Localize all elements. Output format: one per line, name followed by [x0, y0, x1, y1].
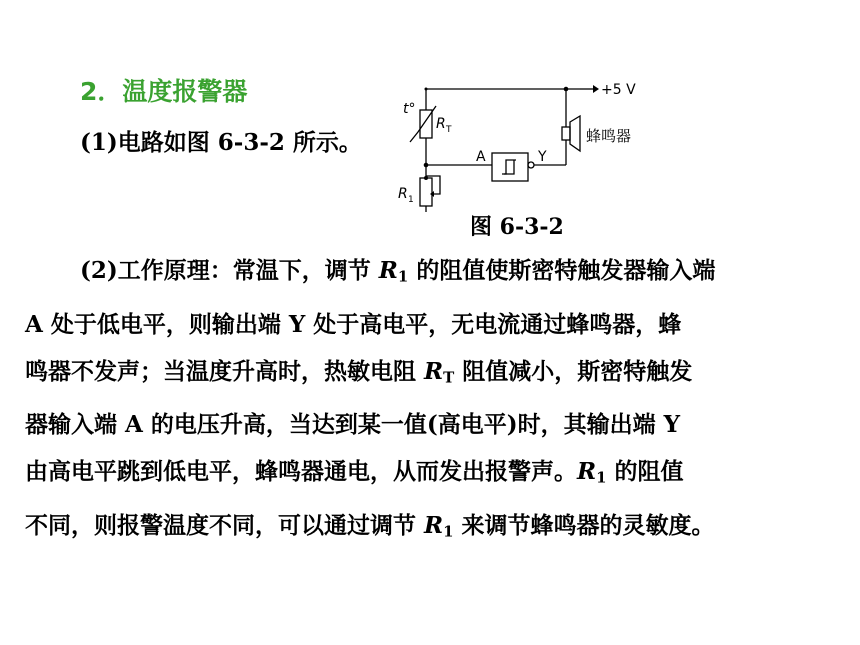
buzzer-label: 蜂鸣器 [586, 127, 632, 145]
vcc-label: +5 V [601, 82, 636, 98]
para-line: 器输入端 A 的电压升高，当达到某一值(高电平)时，其输出端 Y [25, 411, 681, 439]
para-line: A 处于低电平，则输出端 Y 处于高电平，无电流通过蜂鸣器，蜂 [25, 310, 682, 338]
subsection-circuit-text: (1)电路如图 6-3-2 所示。 [80, 129, 362, 156]
output-y-label: Y [538, 149, 547, 165]
para-line: 鸣器不发声；当温度升高时，热敏电阻 $R_T$ 阻值减小，斯密特触发 [25, 357, 693, 387]
schmitt-trigger [492, 153, 528, 181]
r1-sub-label: 1 [408, 195, 414, 205]
temp-label: t° [403, 101, 416, 117]
input-a-label: A [476, 149, 486, 165]
figure-caption: 图 6-3-2 [470, 214, 564, 240]
para-line: (2)工作原理：常温下，调节 $R_1$ 的阻值使斯密特触发器输入端 [80, 257, 716, 286]
resistor-r1 [420, 178, 432, 206]
buzzer [562, 127, 570, 140]
rt-sub-label: T [446, 125, 452, 135]
rt-label: R [436, 116, 446, 132]
circuit-diagram [388, 70, 658, 220]
r1-label: R [398, 186, 408, 202]
section-heading: 2．温度报警器 [80, 77, 248, 106]
para-line: 不同，则报警温度不同，可以通过调节 $R_1$ 来调节蜂鸣器的灵敏度。 [25, 512, 715, 541]
para-line: 由高电平跳到低电平，蜂鸣器通电，从而发出报警声。$R_1$ 的阻值 [25, 458, 684, 488]
working-principle-paragraph [25, 247, 835, 556]
